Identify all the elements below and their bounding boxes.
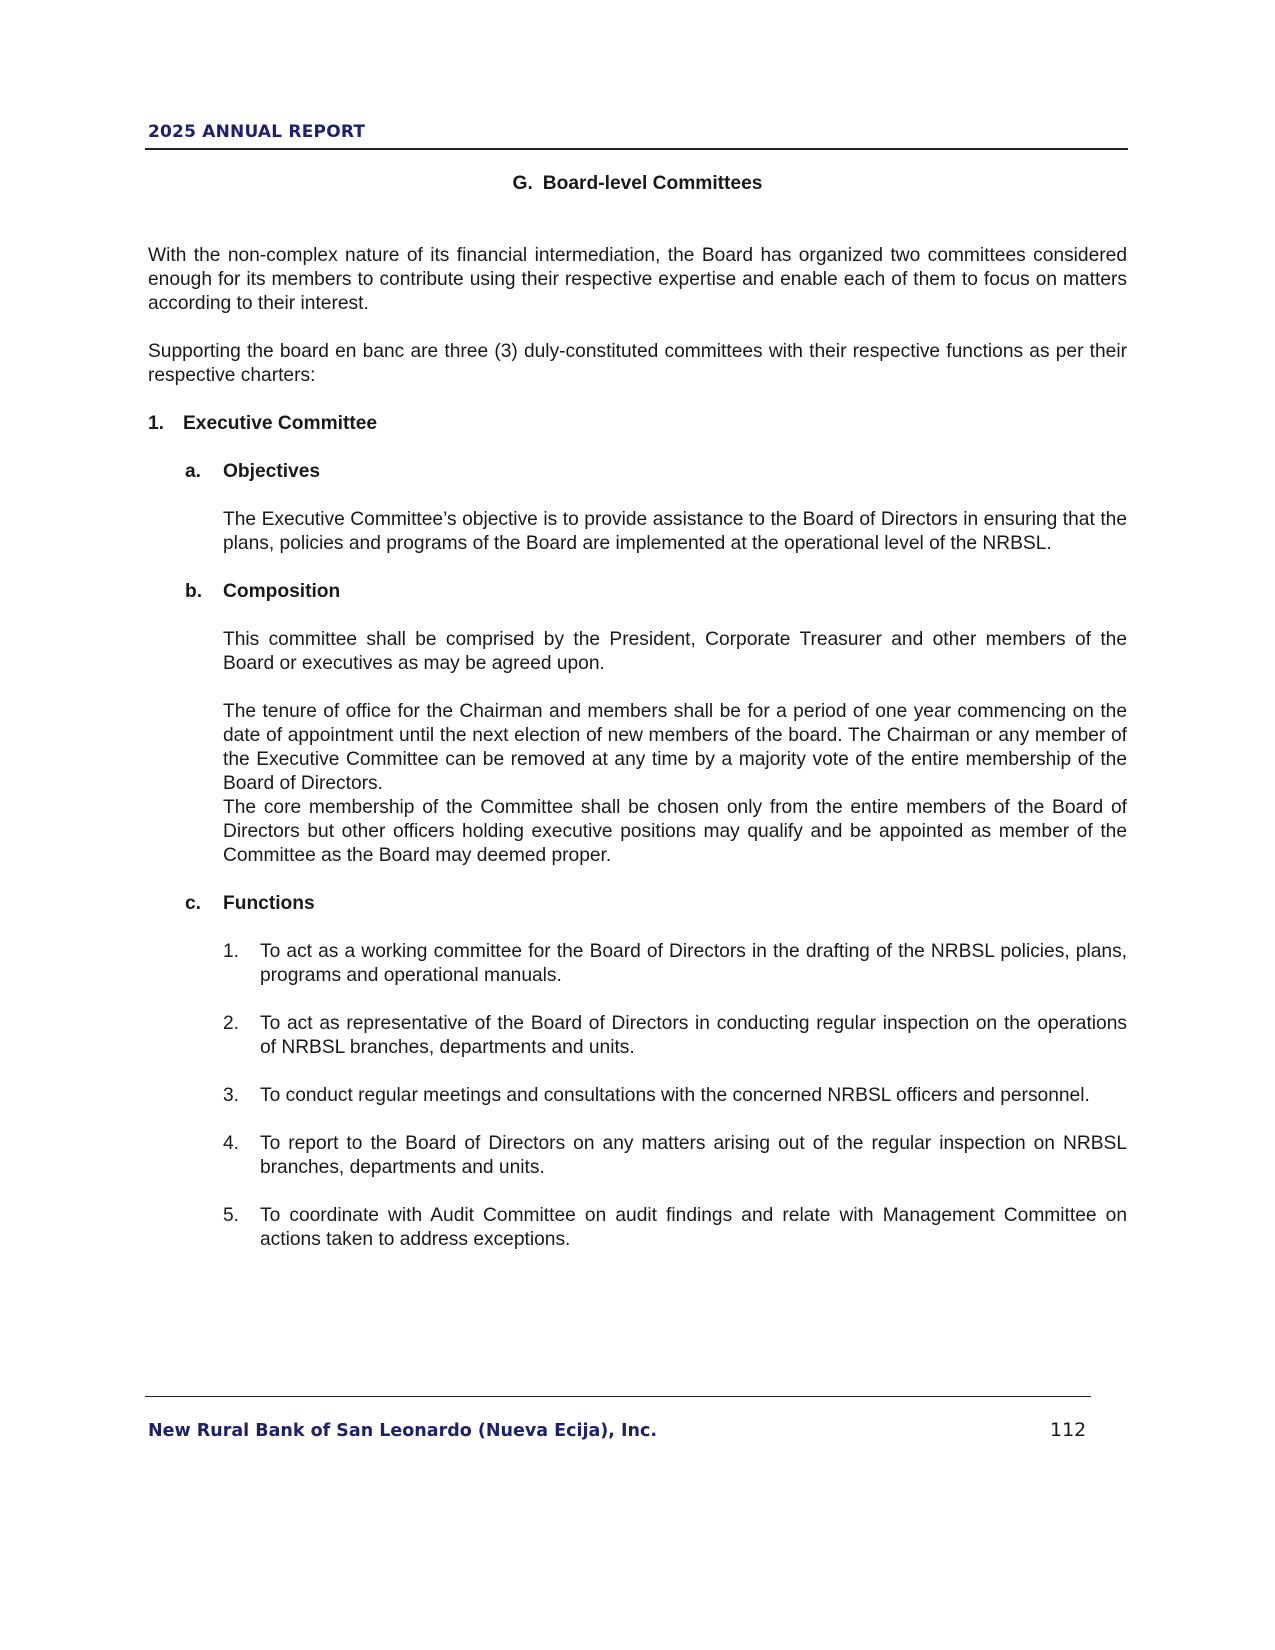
objectives-title: Objectives: [223, 461, 321, 482]
intro-paragraph-1: With the non-complex nature of its financial intermediation, the Board has organized two committees considered enough for its members to contribute using their respective expertise and enable each of them to focus on matters according to their interest.: [148, 245, 1127, 314]
objectives-letter: a.: [185, 461, 202, 482]
page-content: [148, 172, 1127, 1252]
list-item: [223, 1132, 1127, 1180]
composition-paragraph-3: The core membership of the Committee shall be chosen only from the entire members of the Board of Directors but other officers holding executive positions may qualify and be appointed as member of the Committee as the Board may deemed proper.: [223, 797, 1127, 866]
committee-number: 1.: [148, 413, 165, 434]
composition-paragraph-1: This committee shall be comprised by the President, Corporate Treasurer and other members of the Board or executives as may be agreed upon.: [223, 629, 1127, 674]
list-item-text: To conduct regular meetings and consultations with the concerned NRBSL officers and personnel.: [260, 1085, 1090, 1106]
list-item-number: 5.: [223, 1205, 240, 1226]
report-header-title: 2025 ANNUAL REPORT: [148, 122, 366, 142]
functions-letter: c.: [185, 893, 202, 914]
list-item-text: To act as a working committee for the Board of Directors in the drafting of the NRBSL policies, plans, programs and operational manuals.: [260, 941, 1127, 986]
page-number: 112: [1050, 1419, 1087, 1441]
composition-title: Composition: [223, 581, 341, 602]
composition-paragraph-2: The tenure of office for the Chairman and members shall be for a period of one year commencing on the date of appointment until the next election of new members of the board. The Chairman or any member of the Executive Committee can be removed at any time by a majority vote of the entire membership of the Board of Directors.: [223, 701, 1127, 794]
footer-divider: [145, 1396, 1091, 1397]
footer-bank-name: New Rural Bank of San Leonardo (Nueva Ecija), Inc.: [148, 1421, 657, 1441]
composition-letter: b.: [185, 581, 203, 602]
list-item-number: 4.: [223, 1133, 240, 1154]
list-item-number: 3.: [223, 1085, 240, 1106]
objectives-heading: [185, 460, 1127, 484]
section-title: [148, 172, 1127, 196]
list-item: [223, 1012, 1127, 1060]
section-title-text: Board-level Committees: [542, 173, 763, 194]
list-item: [223, 940, 1127, 988]
objectives-text: The Executive Committee’s objective is to provide assistance to the Board of Directors in ensuring that the plans, policies and programs of the Board are implemented at the operational level of the NRBSL.: [223, 509, 1127, 554]
list-item-text: To report to the Board of Directors on any matters arising out of the regular inspection on NRBSL branches, departments and units.: [260, 1133, 1127, 1178]
list-item-number: 1.: [223, 941, 240, 962]
list-item-number: 2.: [223, 1013, 240, 1034]
functions-title: Functions: [223, 893, 315, 914]
committee-heading: [148, 412, 1127, 436]
composition-heading: [185, 580, 1127, 604]
committee-title: Executive Committee: [183, 413, 378, 434]
functions-heading: [185, 892, 1127, 916]
intro-paragraph-2: Supporting the board en banc are three (3) duly-constituted committees with their respective functions as per their respective charters:: [148, 341, 1127, 386]
list-item-text: To act as representative of the Board of Directors in conducting regular inspection on the operations of NRBSL branches, departments and units.: [260, 1013, 1127, 1058]
section-letter: G.: [512, 173, 533, 194]
header-divider: [145, 148, 1128, 150]
list-item: [223, 1204, 1127, 1252]
list-item-text: To coordinate with Audit Committee on audit findings and relate with Management Committee on actions taken to address exceptions.: [260, 1205, 1127, 1250]
list-item: [223, 1084, 1127, 1108]
